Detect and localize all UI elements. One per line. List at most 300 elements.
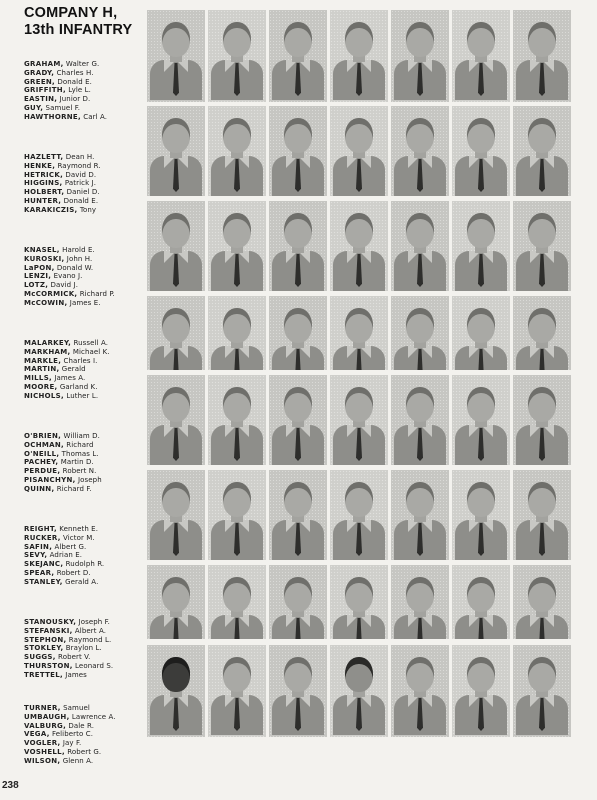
page-number: 238 bbox=[2, 780, 19, 791]
soldier-portrait bbox=[330, 10, 388, 102]
name-group bbox=[24, 525, 152, 587]
first-name: Richard F. bbox=[56, 484, 92, 493]
soldier-portrait bbox=[330, 201, 388, 291]
soldier-portrait bbox=[391, 470, 449, 560]
first-name: Leonard S. bbox=[75, 661, 114, 670]
last-name: MARKHAM, bbox=[24, 347, 71, 356]
first-name: Donald E. bbox=[57, 77, 92, 86]
last-name: KARAKICZIS, bbox=[24, 205, 78, 214]
portrait-row bbox=[147, 375, 574, 465]
first-name: Luther L. bbox=[66, 391, 99, 400]
portrait-head bbox=[223, 387, 251, 422]
soldier-name bbox=[24, 704, 152, 713]
portrait-head bbox=[467, 482, 495, 517]
name-group bbox=[24, 60, 152, 122]
portrait-head bbox=[528, 22, 556, 57]
name-group bbox=[24, 153, 152, 215]
first-name: John H. bbox=[66, 254, 93, 263]
soldier-portrait bbox=[147, 296, 205, 370]
portrait-head bbox=[528, 482, 556, 517]
portrait-head bbox=[345, 387, 373, 422]
soldier-portrait bbox=[269, 10, 327, 102]
first-name: Dean H. bbox=[65, 153, 95, 161]
soldier-portrait bbox=[330, 470, 388, 560]
last-name: LOTZ, bbox=[24, 281, 49, 290]
first-name: Michael K. bbox=[72, 347, 110, 356]
soldier-name bbox=[24, 543, 152, 552]
last-name: EASTIN, bbox=[24, 95, 58, 104]
soldier-name bbox=[24, 739, 152, 748]
first-name: Robert G. bbox=[67, 747, 102, 756]
soldier-portrait bbox=[452, 470, 510, 560]
soldier-name bbox=[24, 188, 152, 197]
first-name: Albert G. bbox=[54, 542, 87, 551]
portrait-head bbox=[345, 577, 373, 612]
first-name: Robert V. bbox=[58, 653, 91, 662]
soldier-portrait bbox=[269, 201, 327, 291]
soldier-portrait bbox=[269, 645, 327, 737]
portrait-head bbox=[467, 657, 495, 692]
soldier-name bbox=[24, 290, 152, 299]
last-name: KNASEL, bbox=[24, 246, 60, 254]
soldier-name bbox=[24, 383, 152, 392]
soldier-portrait bbox=[391, 10, 449, 102]
soldier-name bbox=[24, 113, 152, 122]
portrait-head bbox=[345, 482, 373, 517]
first-name: Robert N. bbox=[62, 467, 97, 476]
last-name: TURNER, bbox=[24, 704, 61, 712]
soldier-portrait bbox=[269, 470, 327, 560]
portrait-head bbox=[528, 118, 556, 153]
last-name: STANLEY, bbox=[24, 577, 63, 586]
last-name: HETRICK, bbox=[24, 170, 64, 179]
first-name: Joseph bbox=[77, 475, 102, 484]
portrait-head bbox=[406, 213, 434, 248]
portrait-head bbox=[223, 657, 251, 692]
soldier-portrait bbox=[269, 565, 327, 639]
portrait-head bbox=[467, 577, 495, 612]
first-name: Garland K. bbox=[59, 382, 98, 391]
portrait-head bbox=[406, 308, 434, 343]
soldier-name bbox=[24, 272, 152, 281]
first-name: James bbox=[65, 670, 87, 679]
soldier-name bbox=[24, 60, 152, 69]
last-name: HUNTER, bbox=[24, 196, 62, 205]
last-name: STEPHON, bbox=[24, 635, 67, 644]
first-name: Joseph F. bbox=[78, 618, 110, 626]
portrait-head bbox=[223, 577, 251, 612]
soldier-portrait bbox=[330, 645, 388, 737]
portrait-head bbox=[406, 387, 434, 422]
first-name: Patrick J. bbox=[64, 179, 97, 188]
soldier-portrait bbox=[330, 106, 388, 196]
name-group bbox=[24, 618, 152, 680]
last-name: WILSON, bbox=[24, 756, 61, 765]
soldier-name bbox=[24, 255, 152, 264]
soldier-portrait bbox=[513, 470, 571, 560]
first-name: Samuel F. bbox=[45, 103, 81, 112]
soldier-name bbox=[24, 534, 152, 543]
soldier-name bbox=[24, 441, 152, 450]
last-name: QUINN, bbox=[24, 484, 55, 493]
last-name: GRAHAM, bbox=[24, 60, 64, 68]
portrait-head bbox=[162, 482, 190, 517]
portrait-head bbox=[223, 482, 251, 517]
portrait-head bbox=[284, 387, 312, 422]
last-name: GRADY, bbox=[24, 68, 55, 77]
first-name: Braylon L. bbox=[65, 644, 102, 653]
soldier-portrait bbox=[391, 645, 449, 737]
portrait-row bbox=[147, 645, 574, 737]
first-name: Robert D. bbox=[56, 568, 91, 577]
first-name: Kenneth E. bbox=[59, 525, 99, 533]
soldier-portrait bbox=[391, 375, 449, 465]
soldier-name bbox=[24, 197, 152, 206]
portrait-head bbox=[284, 213, 312, 248]
first-name: Raymond L. bbox=[68, 635, 112, 644]
first-name: David D. bbox=[65, 170, 97, 179]
last-name: UMBAUGH, bbox=[24, 712, 70, 721]
soldier-portrait bbox=[269, 296, 327, 370]
soldier-portrait bbox=[391, 201, 449, 291]
portrait-row bbox=[147, 296, 574, 370]
soldier-portrait bbox=[513, 106, 571, 196]
last-name: HIGGINS, bbox=[24, 179, 63, 188]
last-name: STOKLEY, bbox=[24, 644, 64, 653]
portrait-head bbox=[162, 118, 190, 153]
last-name: O'BRIEN, bbox=[24, 432, 62, 440]
portrait-head bbox=[467, 213, 495, 248]
portrait-head bbox=[406, 577, 434, 612]
portrait-head bbox=[162, 308, 190, 343]
portrait-head bbox=[345, 118, 373, 153]
soldier-name bbox=[24, 757, 152, 766]
name-group bbox=[24, 339, 152, 401]
portrait-head bbox=[223, 213, 251, 248]
soldier-portrait bbox=[513, 10, 571, 102]
soldier-name bbox=[24, 357, 152, 366]
last-name: McCOWIN, bbox=[24, 298, 68, 307]
soldier-name bbox=[24, 485, 152, 494]
soldier-portrait bbox=[147, 10, 205, 102]
portrait-head bbox=[162, 577, 190, 612]
title-line-2: 13th INFANTRY bbox=[24, 22, 133, 38]
soldier-name bbox=[24, 281, 152, 290]
soldier-name bbox=[24, 458, 152, 467]
soldier-name bbox=[24, 525, 152, 534]
last-name: STEFANSKI, bbox=[24, 626, 73, 635]
soldier-portrait bbox=[452, 201, 510, 291]
soldier-portrait bbox=[391, 296, 449, 370]
soldier-name bbox=[24, 578, 152, 587]
portrait-head bbox=[528, 387, 556, 422]
first-name: Russell A. bbox=[73, 339, 109, 347]
soldier-name bbox=[24, 569, 152, 578]
portrait-head bbox=[467, 308, 495, 343]
soldier-name bbox=[24, 162, 152, 171]
soldier-name bbox=[24, 69, 152, 78]
soldier-name bbox=[24, 653, 152, 662]
soldier-name bbox=[24, 153, 152, 162]
soldier-name bbox=[24, 339, 152, 348]
soldier-name bbox=[24, 551, 152, 560]
first-name: Gerald bbox=[61, 365, 86, 374]
first-name: Albert A. bbox=[74, 626, 107, 635]
soldier-portrait bbox=[269, 106, 327, 196]
company-title bbox=[24, 5, 144, 39]
soldier-name bbox=[24, 392, 152, 401]
first-name: Donald E. bbox=[63, 196, 99, 205]
soldier-name bbox=[24, 348, 152, 357]
portrait-head bbox=[467, 118, 495, 153]
portrait-head bbox=[162, 22, 190, 57]
soldier-portrait bbox=[147, 565, 205, 639]
soldier-name bbox=[24, 374, 152, 383]
soldier-name bbox=[24, 104, 152, 113]
soldier-name bbox=[24, 171, 152, 180]
first-name: William D. bbox=[63, 432, 100, 440]
title-line-1: COMPANY H, bbox=[24, 5, 118, 21]
portrait-head bbox=[467, 22, 495, 57]
first-name: Daniel D. bbox=[66, 188, 100, 197]
last-name: VOGLER, bbox=[24, 739, 61, 748]
portrait-row bbox=[147, 470, 574, 560]
last-name: VEGA, bbox=[24, 730, 50, 739]
soldier-name bbox=[24, 450, 152, 459]
soldier-portrait bbox=[208, 375, 266, 465]
portrait-head bbox=[284, 577, 312, 612]
first-name: James E. bbox=[69, 298, 101, 307]
last-name: OCHMAN, bbox=[24, 440, 64, 449]
last-name: HENKE, bbox=[24, 161, 56, 170]
soldier-portrait bbox=[452, 645, 510, 737]
portrait-head bbox=[284, 482, 312, 517]
first-name: Rudolph R. bbox=[65, 560, 105, 569]
last-name: LaPON, bbox=[24, 263, 55, 272]
first-name: Tony bbox=[79, 205, 97, 214]
soldier-name bbox=[24, 636, 152, 645]
soldier-name bbox=[24, 206, 152, 215]
soldier-name bbox=[24, 730, 152, 739]
last-name: SKEJANC, bbox=[24, 560, 64, 569]
portrait-head bbox=[528, 657, 556, 692]
last-name: GUY, bbox=[24, 103, 44, 112]
first-name: Thomas L. bbox=[61, 449, 99, 458]
soldier-portrait bbox=[147, 106, 205, 196]
last-name: GRIFFITH, bbox=[24, 86, 66, 95]
first-name: Lyle L. bbox=[68, 86, 91, 95]
first-name: Charles H. bbox=[56, 68, 94, 77]
soldier-portrait bbox=[452, 375, 510, 465]
soldier-portrait bbox=[452, 106, 510, 196]
first-name: Charles I. bbox=[63, 356, 98, 365]
soldier-name bbox=[24, 467, 152, 476]
soldier-name bbox=[24, 78, 152, 87]
portrait-head bbox=[406, 657, 434, 692]
first-name: Donald W. bbox=[56, 263, 94, 272]
soldier-portrait bbox=[208, 106, 266, 196]
last-name: LENZI, bbox=[24, 272, 52, 281]
portrait-head bbox=[162, 213, 190, 248]
soldier-portrait bbox=[147, 375, 205, 465]
portrait-row bbox=[147, 10, 574, 102]
first-name: Junior D. bbox=[59, 95, 91, 104]
last-name: HAWTHORNE, bbox=[24, 112, 81, 121]
last-name: PERDUE, bbox=[24, 467, 61, 476]
soldier-portrait bbox=[208, 201, 266, 291]
portrait-head bbox=[223, 308, 251, 343]
portrait-row bbox=[147, 201, 574, 291]
portrait-head bbox=[528, 308, 556, 343]
last-name: HAZLETT, bbox=[24, 153, 64, 161]
portrait-row bbox=[147, 565, 574, 639]
last-name: NICHOLS, bbox=[24, 391, 64, 400]
soldier-name bbox=[24, 432, 152, 441]
soldier-name bbox=[24, 748, 152, 757]
first-name: Adrian E. bbox=[49, 551, 83, 560]
last-name: GREEN, bbox=[24, 77, 56, 86]
last-name: SUGGS, bbox=[24, 653, 56, 662]
portrait-head bbox=[406, 22, 434, 57]
name-group bbox=[24, 246, 152, 308]
first-name: Glenn A. bbox=[62, 756, 94, 765]
soldier-name bbox=[24, 662, 152, 671]
last-name: STANOUSKY, bbox=[24, 618, 77, 626]
soldier-name bbox=[24, 713, 152, 722]
soldier-portrait bbox=[269, 375, 327, 465]
last-name: McCORMICK, bbox=[24, 289, 78, 298]
portrait-head bbox=[162, 657, 190, 692]
first-name: Lawrence A. bbox=[71, 712, 116, 721]
last-name: HOLBERT, bbox=[24, 188, 65, 197]
soldier-portrait bbox=[208, 470, 266, 560]
first-name: David J. bbox=[50, 281, 79, 290]
soldier-name bbox=[24, 618, 152, 627]
soldier-portrait bbox=[452, 565, 510, 639]
last-name: THURSTON, bbox=[24, 661, 73, 670]
first-name: Jay F. bbox=[62, 739, 82, 748]
last-name: PISANCHYN, bbox=[24, 475, 76, 484]
first-name: Feliberto C. bbox=[51, 730, 94, 739]
name-group bbox=[24, 432, 152, 494]
first-name: Gerald A. bbox=[65, 577, 99, 586]
portrait-row bbox=[147, 106, 574, 196]
last-name: MOORE, bbox=[24, 382, 58, 391]
portrait-head bbox=[223, 118, 251, 153]
first-name: Raymond R. bbox=[57, 161, 101, 170]
soldier-portrait bbox=[147, 470, 205, 560]
soldier-portrait bbox=[330, 565, 388, 639]
last-name: MILLS, bbox=[24, 374, 52, 383]
soldier-portrait bbox=[391, 565, 449, 639]
first-name: Evano J. bbox=[53, 272, 83, 281]
soldier-portrait bbox=[208, 10, 266, 102]
portrait-head bbox=[406, 482, 434, 517]
soldier-name bbox=[24, 722, 152, 731]
soldier-name bbox=[24, 644, 152, 653]
portrait-head bbox=[345, 308, 373, 343]
last-name: PACHEY, bbox=[24, 458, 59, 467]
soldier-name bbox=[24, 264, 152, 273]
portrait-head bbox=[406, 118, 434, 153]
name-group bbox=[24, 704, 152, 766]
soldier-portrait bbox=[391, 106, 449, 196]
last-name: SAFIN, bbox=[24, 542, 53, 551]
soldier-portrait bbox=[513, 565, 571, 639]
first-name: Richard bbox=[66, 440, 94, 449]
soldier-portrait bbox=[147, 645, 205, 737]
portrait-head bbox=[467, 387, 495, 422]
portrait-head bbox=[284, 308, 312, 343]
portrait-head bbox=[284, 657, 312, 692]
soldier-name bbox=[24, 95, 152, 104]
last-name: MALARKEY, bbox=[24, 339, 72, 347]
portrait-head bbox=[162, 387, 190, 422]
first-name: Martin D. bbox=[60, 458, 94, 467]
soldier-portrait bbox=[208, 296, 266, 370]
first-name: James A. bbox=[54, 374, 86, 383]
last-name: KUROSKI, bbox=[24, 254, 65, 263]
last-name: MARTIN, bbox=[24, 365, 60, 374]
last-name: O'NEILL, bbox=[24, 449, 60, 458]
soldier-name bbox=[24, 365, 152, 374]
first-name: Samuel bbox=[63, 704, 90, 712]
soldier-portrait bbox=[208, 565, 266, 639]
soldier-portrait bbox=[330, 296, 388, 370]
portrait-head bbox=[345, 22, 373, 57]
soldier-name bbox=[24, 179, 152, 188]
last-name: REIGHT, bbox=[24, 525, 57, 533]
first-name: Carl A. bbox=[83, 112, 108, 121]
soldier-name bbox=[24, 476, 152, 485]
soldier-portrait bbox=[513, 645, 571, 737]
soldier-portrait bbox=[147, 201, 205, 291]
last-name: VALBURG, bbox=[24, 721, 67, 730]
soldier-name bbox=[24, 246, 152, 255]
soldier-portrait bbox=[452, 10, 510, 102]
soldier-name bbox=[24, 86, 152, 95]
last-name: VOSHELL, bbox=[24, 747, 65, 756]
portrait-head bbox=[345, 657, 373, 692]
soldier-name bbox=[24, 671, 152, 680]
first-name: Harold E. bbox=[62, 246, 95, 254]
soldier-name bbox=[24, 560, 152, 569]
soldier-portrait bbox=[513, 296, 571, 370]
last-name: SEVY, bbox=[24, 551, 48, 560]
last-name: TRETTEL, bbox=[24, 670, 63, 679]
soldier-portrait bbox=[452, 296, 510, 370]
first-name: Dale R. bbox=[68, 721, 95, 730]
last-name: MARKLE, bbox=[24, 356, 62, 365]
soldier-portrait bbox=[513, 201, 571, 291]
first-name: Richard P. bbox=[79, 289, 115, 298]
last-name: SPEAR, bbox=[24, 568, 55, 577]
first-name: Walter G. bbox=[65, 60, 100, 68]
soldier-portrait bbox=[513, 375, 571, 465]
first-name: Victor M. bbox=[63, 533, 95, 542]
portrait-head bbox=[345, 213, 373, 248]
soldier-portrait bbox=[208, 645, 266, 737]
soldier-name bbox=[24, 627, 152, 636]
portrait-head bbox=[284, 118, 312, 153]
soldier-name bbox=[24, 299, 152, 308]
last-name: RUCKER, bbox=[24, 533, 61, 542]
portrait-head bbox=[528, 213, 556, 248]
portrait-head bbox=[223, 22, 251, 57]
portrait-head bbox=[284, 22, 312, 57]
portrait-head bbox=[528, 577, 556, 612]
soldier-portrait bbox=[330, 375, 388, 465]
